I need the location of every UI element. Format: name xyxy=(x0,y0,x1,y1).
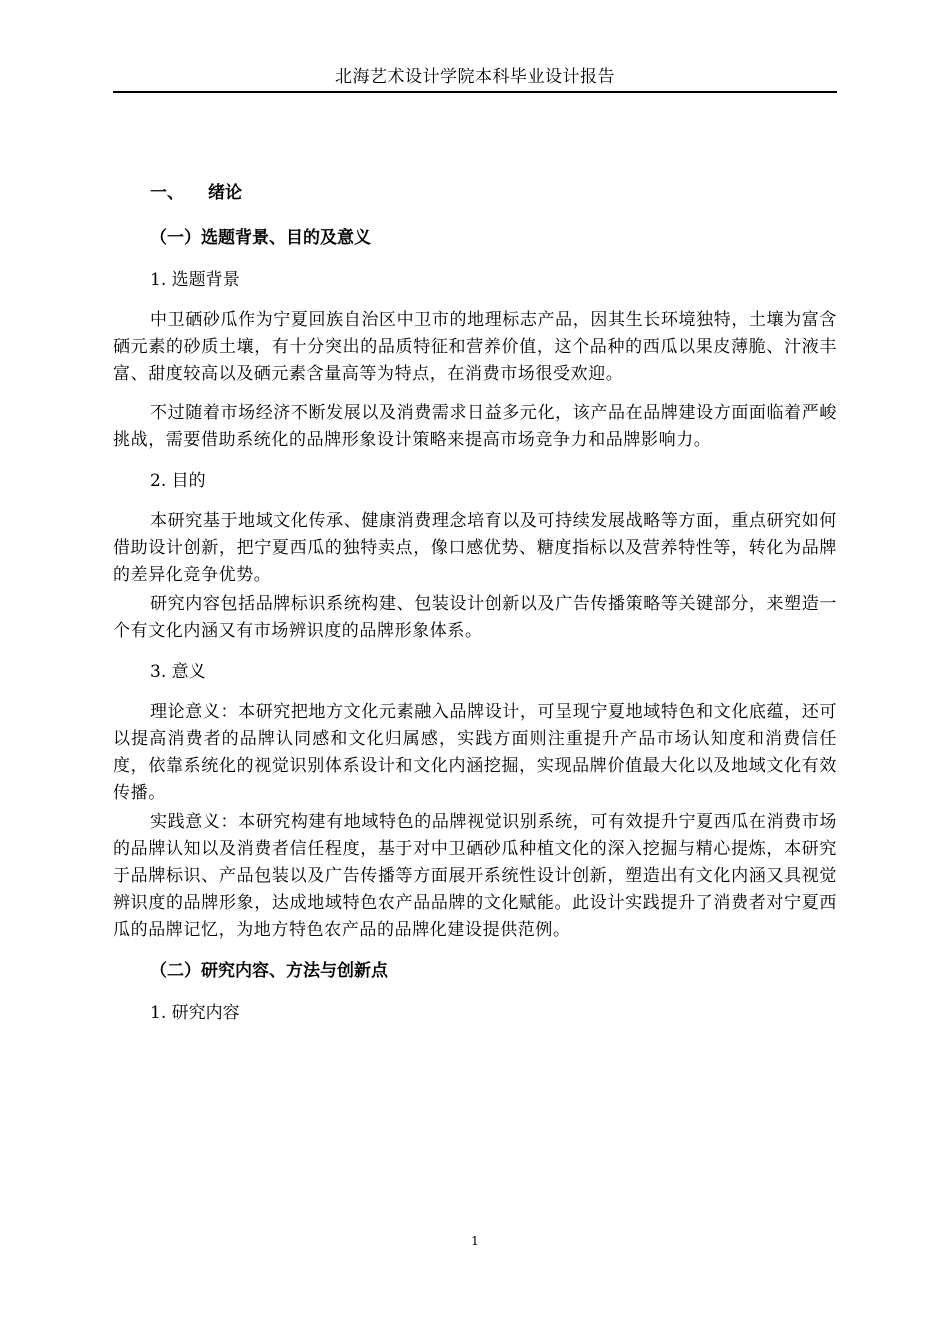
section-number: 一、 xyxy=(150,183,184,203)
section-title: 绪论 xyxy=(208,183,242,203)
section-heading xyxy=(113,178,837,208)
page-number: 1 xyxy=(471,1234,479,1248)
paragraph: 不过随着市场经济不断发展以及消费需求日益多元化，该产品在品牌建设方面面临着严峻挑战，需要借助系统化的品牌形象设计策略来提高市场竞争力和品牌影响力。 xyxy=(113,403,837,450)
paragraph: 本研究基于地域文化传承、健康消费理念培育以及可持续发展战略等方面，重点研究如何借助设计创新，把宁夏西瓜的独特卖点，像口感优势、糖度指标以及营养特性等，转化为品牌的差异化竞争优势。 xyxy=(113,511,837,585)
paragraph: 实践意义：本研究构建有地域特色的品牌视觉识别系统，可有效提升宁夏西瓜在消费市场的品牌认知以及消费者信任程度，基于对中卫硒砂瓜种植文化的深入挖掘与精心提炼，本研究于品牌标识、产品包装以及广告传播等方面展开系统性设计创新，塑造出有文化内涵又具视觉辨识度的品牌形象，达成地域特色农产品品牌的文化赋能。此设计实践提升了消费者对宁夏西瓜的品牌记忆，为地方特色农产品的品牌化建设提供范例。 xyxy=(113,812,837,940)
page-header: 北海艺术设计学院本科毕业设计报告 xyxy=(335,67,615,87)
item-heading: 3. 意义 xyxy=(150,662,206,682)
page-content xyxy=(113,178,837,1028)
item-heading: 1. 研究内容 xyxy=(150,1003,240,1023)
item-heading: 1. 选题背景 xyxy=(150,270,240,290)
subsection-heading: （一）选题背景、目的及意义 xyxy=(150,228,371,248)
paragraph: 研究内容包括品牌标识系统构建、包装设计创新以及广告传播策略等关键部分，来塑造一个有文化内涵又有市场辨识度的品牌形象体系。 xyxy=(113,594,837,641)
paragraph: 中卫硒砂瓜作为宁夏回族自治区中卫市的地理标志产品，因其生长环境独特，土壤为富含硒元素的砂质土壤，有十分突出的品质特征和营养价值，这个品种的西瓜以果皮薄脆、汁液丰富、甜度较高以及硒元素含量高等为特点，在消费市场很受欢迎。 xyxy=(113,310,837,384)
item-heading: 2. 目的 xyxy=(150,471,206,491)
paragraph: 理论意义：本研究把地方文化元素融入品牌设计，可呈现宁夏地域特色和文化底蕴，还可以提高消费者的品牌认同感和文化归属感，实践方面则注重提升产品市场认知度和消费信任度，依靠系统化的视觉识别体系设计和文化内涵挖掘，实现品牌价值最大化以及地域文化有效传播。 xyxy=(113,702,837,803)
header-rule xyxy=(113,91,837,93)
subsection-heading: （二）研究内容、方法与创新点 xyxy=(150,961,388,981)
